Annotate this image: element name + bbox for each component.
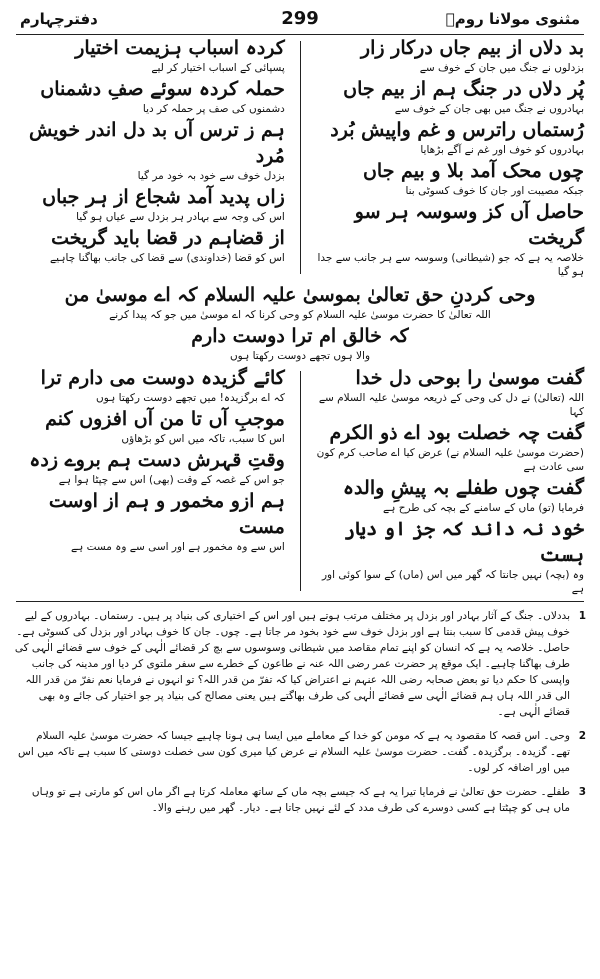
translation-line: جو اس کے غصہ کے وقت (بھی) اس سے چپٹا ہوا ہے <box>58 474 285 486</box>
couplet <box>16 447 285 487</box>
column-divider <box>300 41 301 274</box>
couplet <box>315 199 584 279</box>
footnote-number: 3 <box>578 786 586 798</box>
translation-line: کہ اے برگزیدہ! میں تجھے دوست رکھتا ہوں <box>96 392 285 404</box>
translation-line: (حضرت موسیٰ علیہ السلام نے) عرض کیا اے صاحب کرم کون سی عادت ہے <box>316 447 584 473</box>
page-header <box>14 4 586 34</box>
volume-title: دفترچہارم <box>20 10 98 28</box>
couplet <box>315 76 584 116</box>
couplet <box>16 365 285 405</box>
translation-line: بہادروں کو خوف اور غم نے آگے بڑھایا <box>420 144 584 156</box>
heading-translation: اللہ تعالیٰ کا حضرت موسیٰ علیہ السلام کو وحی کرنا کہ اے موسیٰ میں جو کہ پیدا کرنے <box>109 309 491 321</box>
couplet <box>315 117 584 157</box>
couplet <box>16 488 285 554</box>
verse-line: از قضاہم در قضا باید گریخت <box>51 227 285 249</box>
translation-line: دشمنوں کی صف پر حملہ کر دیا <box>142 103 285 115</box>
couplet <box>16 35 285 75</box>
verse-line: گفت چہ خصلت بود اے ذو الکرم <box>329 422 584 444</box>
right-column <box>315 35 586 280</box>
column-divider <box>300 371 301 591</box>
couplet <box>315 158 584 198</box>
verse-line: چوں محک آمد بلا و بیم جاں <box>362 160 584 182</box>
footnote-separator <box>16 601 584 602</box>
verse-line: حاصل آں کز وسوسہ ہر سو گریخت <box>354 201 584 249</box>
page-number: 299 <box>281 8 319 29</box>
left-column <box>14 35 285 280</box>
verse-line: گفت موسیٰ را بوحی دل خدا <box>355 367 584 389</box>
verse-line: رُستماں راترس و غم واپیش بُرد <box>330 119 584 141</box>
couplet <box>16 225 285 265</box>
verse-section-1 <box>14 35 586 280</box>
footnote <box>14 784 586 816</box>
translation-line: فرمایا (تو) ماں کے سامنے کے بچہ کی طرح ہے <box>383 502 584 514</box>
translation-line: اس کا سبب، تاکہ میں اس کو بڑھاؤں <box>121 433 285 445</box>
heading-translation-2: والا ہوں تجھے دوست رکھتا ہوں <box>229 350 371 362</box>
heading-verse: وحی کردنِ حق تعالیٰ بموسیٰ علیہ السلام کہ اے موسیٰ من <box>64 284 536 306</box>
verse-line: خود نہ داند کہ جز او دیار ہست <box>343 518 584 566</box>
translation-line: اس کو قضا (خداوندی) سے قضا کی جانب بھاگنا چاہیے <box>50 252 285 264</box>
couplet <box>315 516 584 596</box>
footnote-text: طفلے۔ حضرت حق تعالیٰ نے فرمایا تیرا یہ ہے کہ جیسے بچہ ماں کے ساتھ معاملہ کرتا ہے اگر ماں اس کو مارتی ہے تو وہاں ماں ہی کو چپٹتا ہے کسی دوسرے کی طرف مدد کے لئے نہیں جاتا ہے۔ دیار۔ گھر میں رہنے والا۔ <box>31 786 570 814</box>
verse-section-2 <box>14 365 586 597</box>
translation-line: اس سے وہ مخمور ہے اور اسی سے وہ مست ہے <box>70 541 285 553</box>
section-heading <box>14 282 586 363</box>
verse-line: ہم ز ترس آں بد دل اندر خویش مُرد <box>29 119 285 167</box>
couplet <box>16 117 285 183</box>
heading-verse-2: کہ خالق ام ترا دوست دارم <box>191 325 409 347</box>
footnote <box>14 728 586 776</box>
couplet <box>315 475 584 515</box>
verse-line: کردہ اسباب ہزیمت اختیار <box>75 37 285 59</box>
verse-line: پُر دلاں در جنگ ہم از بیم جاں <box>343 78 584 100</box>
couplet <box>16 76 285 116</box>
verse-line: حملہ کردہ سوئے صفِ دشمناں <box>40 78 285 100</box>
translation-line: جبکہ مصیبت اور جان کا خوف کسوٹی بنا <box>405 185 584 197</box>
translation-line: وہ (بچہ) نہیں جانتا کہ گھر میں اس (ماں) کے سوا کوئی اور ہے <box>321 569 584 595</box>
couplet <box>315 365 584 419</box>
verse-line: موجبِ آں تا من آں افزوں کنم <box>45 408 285 430</box>
couplet <box>315 420 584 474</box>
verse-line: بد دلاں از بیم جاں درکار زار <box>360 37 584 59</box>
verse-line: گفت چوں طفلے بہ پیشِ والدہ <box>342 477 584 499</box>
right-column <box>315 365 586 597</box>
footnote <box>14 608 586 720</box>
footnote-number: 1 <box>578 610 586 622</box>
translation-line: پسپائی کے اسباب اختیار کر لیے <box>151 62 285 74</box>
verse-line: ہم ازو مخمور و ہم از اوست مست <box>48 490 285 538</box>
book-title: مثنوی مولانا رومؒ <box>445 10 580 28</box>
verse-line: زاں پدید آمد شجاع از ہر جباں <box>42 186 285 208</box>
left-column <box>14 365 285 597</box>
footnote-text: وحی۔ اس قصہ کا مقصود یہ ہے کہ مومن کو خدا کے معاملے میں ایسا ہی ہونا چاہیے جیسا کہ حضرت موسیٰ علیہ السلام تھے۔ گزیدہ۔ برگزیدہ۔ گفت۔ حضرت موسیٰ علیہ السلام نے عرض کیا میری کون سی خصلت دوستی کا سبب ہے تاکہ میں اس میں اور اضافہ کر لوں۔ <box>18 730 570 774</box>
verse-line: وقتِ قہرش دست ہم بروے زدہ <box>29 449 285 471</box>
translation-line: اللہ (تعالیٰ) نے دل کی وحی کے ذریعہ موسیٰ علیہ السلام سے کہا <box>318 392 584 418</box>
couplet <box>315 35 584 75</box>
footnotes <box>14 608 586 816</box>
translation-line: بزدلوں نے جنگ میں جان کے خوف سے <box>419 62 584 74</box>
couplet <box>16 184 285 224</box>
footnote-number: 2 <box>578 730 586 742</box>
footnote-text: بددلاں۔ جنگ کے آثار بہادر اور بزدل پر مختلف مرتب ہوتے ہیں اور اس کے اختیاری کی بنیاد پر ہیں۔ رستماں۔ بہادروں کے لیے خوف پیش قدمی کا سبب بنتا ہے اور بزدل خوف سے خود بخود مر جاتا ہے۔ چوں۔ جان کا خوف بہادر اور بزدل کی کسوٹی ہے۔ حاصل۔ خلاصہ یہ ہے کہ انسان کو اپنے تمام مقاصد میں شیطانی وسوسوں سے بچ کر قضائے الٰہی کے خوف سے قضائے الٰہی کی طرف بھاگنا چاہیے۔ ایک موقع پر حضرت عمر رضی اللہ عنہ نے طاعون کے خطرے سے سفر ملتوی کر دیا اور مدینہ کی جانب واپسی کا حکم دیا تو بعض صحابہ رضی اللہ عنہم نے اعتراض کیا کہ تفرّ من قدر اللہ؟ تو انہوں نے فرمایا نعم نفرّ من قدر اللہ الی قدر اللہ ہاں ہم قضائے الٰہی سے قضائے الٰہی کی طرف بھاگتے ہیں یعنی مصالح کی بنیاد پر جو اختیار کی جائے وہ بھی قضائے الٰہی ہے۔ <box>14 610 570 718</box>
translation-line: بہادروں نے جنگ میں بھی جان کے خوف سے <box>394 103 584 115</box>
verse-line: کائے گزیدہ دوست می دارم ترا <box>40 367 285 389</box>
translation-line: بزدل خوف سے خود بہ خود مر گیا <box>137 170 285 182</box>
couplet <box>16 406 285 446</box>
translation-line: خلاصہ یہ ہے کہ جو (شیطانی) وسوسہ سے ہر جانب سے جدا ہو گیا <box>317 252 584 278</box>
translation-line: اس کی وجہ سے بہادر ہر بزدل سے عیاں ہو گیا <box>76 211 285 223</box>
